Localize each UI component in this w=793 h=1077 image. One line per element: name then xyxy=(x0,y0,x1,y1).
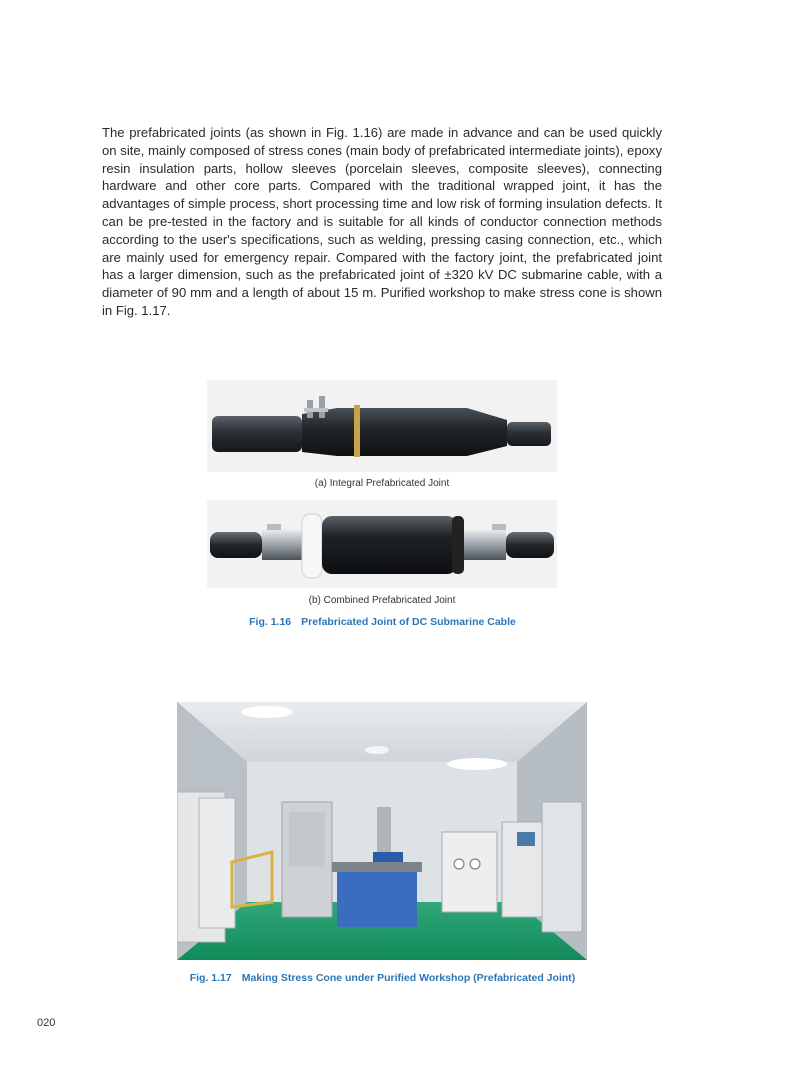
figure-1-17-number: Fig. 1.17 xyxy=(189,972,232,984)
subcaption-a: (a) Integral Prefabricated Joint xyxy=(314,478,450,489)
figure-1-17-caption xyxy=(120,972,645,984)
page-number: 020 xyxy=(37,1017,56,1029)
figure-1-17-title: Making Stress Cone under Purified Workshop (Prefabricated Joint) xyxy=(241,972,576,984)
workshop-photo xyxy=(177,702,587,960)
combined-joint-photo xyxy=(207,500,557,588)
figure-1-16-caption xyxy=(150,616,615,628)
figure-1-16-number: Fig. 1.16 xyxy=(249,616,292,628)
integral-joint-photo xyxy=(207,380,557,472)
body-paragraph: The prefabricated joints (as shown in Fig. 1.16) are made in advance and can be used quickly on site, mainly composed of stress cones (main body of prefabricated intermediate joints), epoxy resin insulation parts, hollow sleeves (porcelain sleeves, composite sleeves), connecting hardware and other core parts. Compared with the traditional wrapped joint, it has the advantages of simple process, short processing time and low risk of forming insulation defects. It can be pre-tested in the factory and is suitable for all kinds of conductor connection methods according to the user's specifications, such as welding, pressing casing connection, etc., which are mainly used for emergency repair. Compared with the factory joint, the prefabricated joint has a larger dimension, such as the prefabricated joint of ±320 kV DC submarine cable, with a diameter of 90 mm and a length of about 15 m. Purified workshop to make stress cone is shown in Fig. 1.17. xyxy=(102,125,662,319)
figure-1-16-title: Prefabricated Joint of DC Submarine Cable xyxy=(301,616,516,628)
subcaption-b: (b) Combined Prefabricated Joint xyxy=(308,595,456,606)
